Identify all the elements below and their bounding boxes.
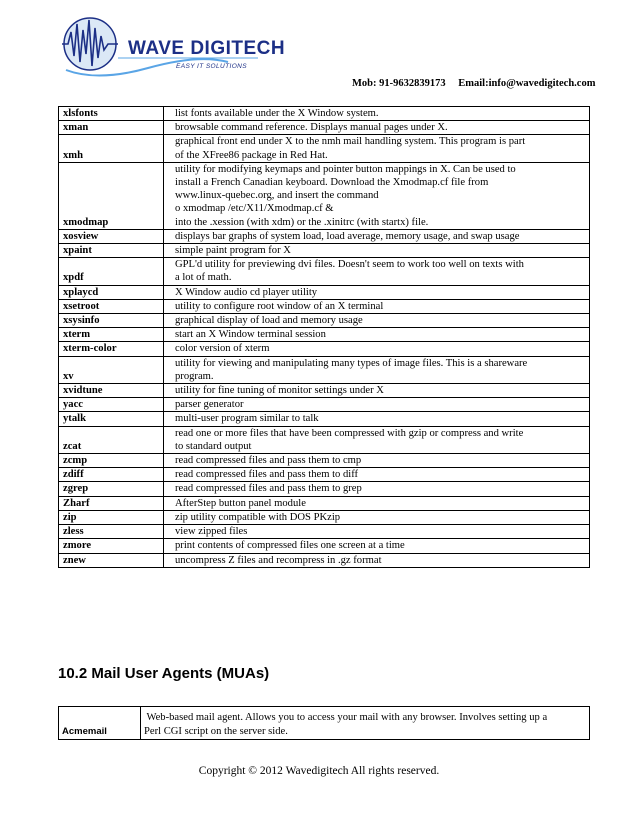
command-name: xsetroot bbox=[59, 299, 164, 313]
description-line: install a French Canadian keyboard. Download the Xmodmap.cf file from bbox=[175, 177, 489, 189]
command-description bbox=[164, 162, 590, 229]
command-description bbox=[164, 328, 590, 342]
table-row bbox=[59, 454, 590, 468]
command-description bbox=[164, 553, 590, 567]
table-row bbox=[59, 707, 590, 740]
command-description bbox=[164, 285, 590, 299]
description-line: graphical display of load and memory usage bbox=[175, 315, 363, 327]
command-description bbox=[164, 342, 590, 356]
logo-title: WAVE DIGITECH bbox=[128, 38, 286, 59]
description-line: uncompress Z files and recompress in .gz format bbox=[175, 554, 382, 566]
table-row bbox=[59, 328, 590, 342]
table-row bbox=[59, 258, 590, 285]
command-description bbox=[164, 135, 590, 162]
description-line: print contents of compressed files one screen at a time bbox=[175, 540, 405, 552]
command-name: Zharf bbox=[59, 496, 164, 510]
table-row bbox=[59, 426, 590, 453]
description-line: color version of xterm bbox=[175, 343, 270, 355]
description-line: multi-user program similar to talk bbox=[175, 413, 319, 425]
table-row bbox=[59, 229, 590, 243]
command-description bbox=[164, 468, 590, 482]
mobile-number: Mob: 91-9632839173 bbox=[352, 78, 446, 89]
description-line: utility for viewing and manipulating many types of image files. This is a shareware bbox=[175, 357, 528, 369]
table-row bbox=[59, 314, 590, 328]
table-row bbox=[59, 384, 590, 398]
description-line: www.linux-quebec.org, and insert the command bbox=[175, 190, 379, 202]
command-description bbox=[164, 229, 590, 243]
command-name: xman bbox=[59, 121, 164, 135]
email-address: Email:info@wavedigitech.com bbox=[458, 78, 596, 89]
command-name: zip bbox=[59, 510, 164, 524]
command-description bbox=[164, 398, 590, 412]
description-line: read compressed files and pass them to cmp bbox=[175, 455, 362, 467]
description-line: of the XFree86 package in Red Hat. bbox=[175, 149, 328, 161]
company-logo bbox=[58, 10, 288, 82]
table-row bbox=[59, 244, 590, 258]
description-line: GPL'd utility for previewing dvi files. Doesn't seem to work too well on texts with bbox=[175, 259, 524, 271]
description-line: view zipped files bbox=[175, 526, 248, 538]
logo-tagline: EASY IT SOLUTIONS bbox=[176, 63, 247, 70]
description-line: Perl CGI script on the server side. bbox=[144, 726, 288, 737]
command-name: xmh bbox=[59, 135, 164, 162]
command-name: zmore bbox=[59, 539, 164, 553]
command-description bbox=[164, 412, 590, 426]
description-line: simple paint program for X bbox=[175, 245, 291, 257]
table-row bbox=[59, 398, 590, 412]
command-name: xvidtune bbox=[59, 384, 164, 398]
command-description bbox=[164, 454, 590, 468]
command-name: zless bbox=[59, 525, 164, 539]
description-line: read compressed files and pass them to diff bbox=[175, 469, 359, 481]
command-name: Acmemail bbox=[59, 707, 141, 740]
command-description bbox=[164, 482, 590, 496]
description-line: read compressed files and pass them to grep bbox=[175, 483, 362, 495]
contact-info bbox=[352, 78, 595, 89]
description-line: graphical front end under X to the nmh mail handling system. This program is part bbox=[175, 136, 526, 148]
command-description bbox=[164, 525, 590, 539]
table-row bbox=[59, 482, 590, 496]
command-name: xpaint bbox=[59, 244, 164, 258]
command-description bbox=[164, 107, 590, 121]
table-row bbox=[59, 510, 590, 524]
command-description bbox=[164, 258, 590, 285]
command-description bbox=[164, 121, 590, 135]
command-name: xterm bbox=[59, 328, 164, 342]
description-line: X Window audio cd player utility bbox=[175, 286, 318, 298]
description-line: a lot of math. bbox=[175, 272, 232, 284]
command-description bbox=[164, 299, 590, 313]
mua-table bbox=[58, 706, 590, 740]
table-row bbox=[59, 496, 590, 510]
command-description bbox=[164, 426, 590, 453]
description-line: parser generator bbox=[175, 399, 244, 411]
description-line: list fonts available under the X Window system. bbox=[175, 108, 379, 119]
command-name: xosview bbox=[59, 229, 164, 243]
command-name: znew bbox=[59, 553, 164, 567]
command-name: xplaycd bbox=[59, 285, 164, 299]
description-line: Web-based mail agent. Allows you to access your mail with any browser. Involves setting up a bbox=[144, 712, 548, 723]
table-row bbox=[59, 299, 590, 313]
table-row bbox=[59, 468, 590, 482]
command-description bbox=[164, 314, 590, 328]
description-line: read one or more files that have been compressed with gzip or compress and write bbox=[175, 427, 524, 439]
commands-table bbox=[58, 106, 590, 568]
table-row bbox=[59, 285, 590, 299]
table-row bbox=[59, 525, 590, 539]
command-name: yacc bbox=[59, 398, 164, 412]
description-line: zip utility compatible with DOS PKzip bbox=[175, 511, 341, 523]
command-name: zgrep bbox=[59, 482, 164, 496]
command-name: xterm-color bbox=[59, 342, 164, 356]
table-row bbox=[59, 356, 590, 383]
description-line: start an X Window terminal session bbox=[175, 329, 326, 341]
table-row bbox=[59, 539, 590, 553]
command-name: zcat bbox=[59, 426, 164, 453]
command-name: xv bbox=[59, 356, 164, 383]
description-line: browsable command reference. Displays manual pages under X. bbox=[175, 122, 448, 134]
command-description bbox=[164, 496, 590, 510]
description-line: utility for fine tuning of monitor settings under X bbox=[175, 385, 384, 397]
command-name: zcmp bbox=[59, 454, 164, 468]
description-line: utility to configure root window of an X terminal bbox=[175, 300, 384, 312]
command-name: zdiff bbox=[59, 468, 164, 482]
command-description bbox=[141, 707, 590, 740]
table-row bbox=[59, 553, 590, 567]
page-footer: Copyright © 2012 Wavedigitech All rights reserved. bbox=[198, 765, 440, 777]
table-row bbox=[59, 107, 590, 121]
command-description bbox=[164, 510, 590, 524]
description-line: utility for modifying keymaps and pointer button mappings in X. Can be used to bbox=[175, 163, 516, 175]
command-name: ytalk bbox=[59, 412, 164, 426]
description-line: into the .xession (with xdm) or the .xinitrc (with startx) file. bbox=[175, 216, 429, 228]
command-name: xmodmap bbox=[59, 162, 164, 229]
command-description bbox=[164, 356, 590, 383]
command-name: xlsfonts bbox=[59, 107, 164, 121]
command-description bbox=[164, 244, 590, 258]
table-row bbox=[59, 342, 590, 356]
table-row bbox=[59, 121, 590, 135]
table-row bbox=[59, 412, 590, 426]
command-name: xpdf bbox=[59, 258, 164, 285]
description-line: displays bar graphs of system load, load average, memory usage, and swap usage bbox=[175, 230, 520, 242]
command-description bbox=[164, 539, 590, 553]
description-line: o xmodmap /etc/X11/Xmodmap.cf & bbox=[175, 203, 334, 215]
description-line: AfterStep button panel module bbox=[175, 497, 306, 509]
description-line: program. bbox=[175, 370, 214, 382]
table-row bbox=[59, 162, 590, 229]
description-line: to standard output bbox=[175, 440, 252, 452]
section-heading: 10.2 Mail User Agents (MUAs) bbox=[58, 665, 270, 682]
command-name: xsysinfo bbox=[59, 314, 164, 328]
command-description bbox=[164, 384, 590, 398]
table-row bbox=[59, 135, 590, 162]
